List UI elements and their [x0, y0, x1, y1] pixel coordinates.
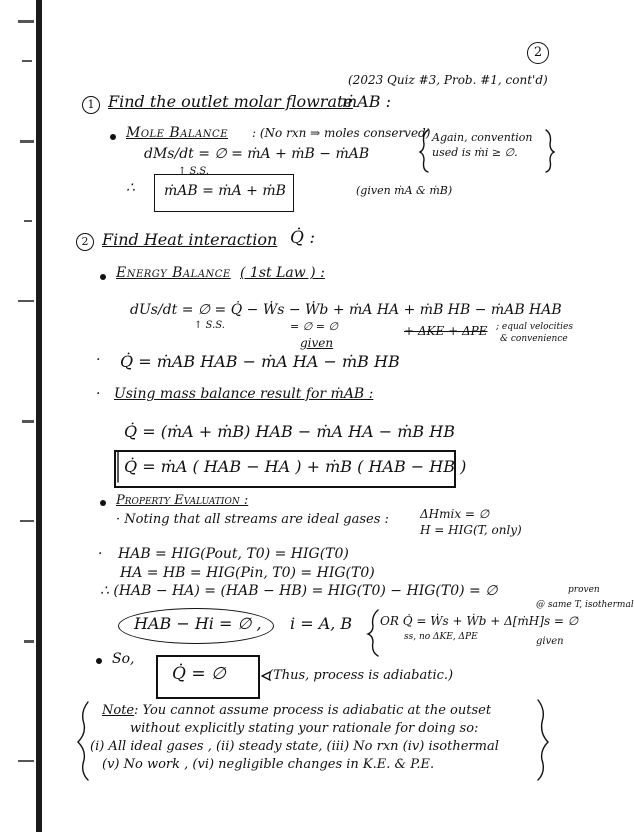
ss-no-ke-note: ss, no ΔKE, ΔPE: [404, 632, 478, 642]
first-law-label: ( 1st Law ) :: [240, 265, 325, 281]
adiabatic-note: (Thus, process is adiabatic.): [268, 668, 454, 683]
part1-title: Find the outlet molar flowrate: [108, 92, 353, 111]
steady-state-label-2: ↑ S.S.: [194, 320, 225, 331]
given-label: given: [300, 336, 334, 350]
ellipse-equation: HAB − Hi = ∅ ,: [134, 614, 262, 633]
part1-variable: ṁAB :: [342, 92, 391, 111]
heat-equation-2: Q̇ = (ṁA + ṁB) HAB − ṁA HA − ṁB HB: [124, 422, 455, 441]
proven-note: proven: [568, 585, 600, 595]
therefore-symbol: ∴: [126, 180, 135, 196]
ha-hb-equation: HA = HB = HIG(Pin, T0) = HIG(T0): [120, 565, 375, 581]
zero-work-terms: = ∅ = ∅: [290, 320, 339, 333]
heat-equation: Q̇ = ṁAB HAB − ṁA HA − ṁB HB: [120, 352, 400, 371]
alternate-equation: OR Q̇ = Ẇs + Ẇb + Δ[ṁH]s = ∅: [380, 614, 579, 628]
bullet-dot: ·: [98, 546, 103, 562]
part1-number: 1: [82, 96, 100, 114]
mole-balance-note: : (No rxn ⇒ moles conserved): [252, 126, 431, 140]
convention-note-2: used is ṁi ≥ ∅.: [432, 146, 518, 159]
given-label-2: given: [536, 636, 564, 647]
note-line-1: : You cannot assume process is adiabatic at the outset: [134, 703, 492, 718]
difference-equation: ∴ (HAB − HA) = (HAB − HB) = HIG(T0) − HIG(T0) = ∅: [100, 583, 498, 599]
bullet-dot: ·: [96, 386, 101, 402]
header-reference: (2023 Quiz #3, Prob. #1, cont'd): [348, 73, 548, 87]
note-label: Note: [102, 703, 135, 718]
species-index: i = A, B: [290, 614, 353, 633]
mole-result-equation: ṁAB = ṁA + ṁB: [164, 183, 286, 199]
energy-balance-equation: dUs/dt = ∅ = Q̇ − Ẇs − Ẇb + ṁA HA + ṁB HB − ṁAB HAB: [130, 302, 562, 318]
part2-number: 2: [76, 233, 94, 251]
mole-balance-title: Mole Balance: [126, 125, 228, 141]
convention-note-1: Again, convention: [432, 131, 533, 144]
convenience-note: & convenience: [500, 334, 568, 344]
note-line-4: (v) No work , (vi) negligible changes in K.E. & P.E.: [102, 757, 435, 772]
part2-variable: Q̇ :: [290, 228, 316, 248]
isothermal-note: @ same T, isothermal: [536, 600, 634, 610]
part2-title: Find Heat interaction: [102, 230, 278, 249]
heat-result-equation: Q̇ = ṁA ( HAB − HA ) + ṁB ( HAB − HB ): [124, 457, 467, 476]
ideal-gas-enthalpy: H = HIG(T, only): [420, 523, 522, 537]
note-line-2: without explicitly stating your rationale for doing so:: [130, 721, 479, 736]
energy-balance-title: Energy Balance: [116, 265, 231, 281]
steady-state-label: ↑ S.S.: [178, 166, 209, 177]
hab-equation: HAB = HIG(Pout, T0) = HIG(T0): [118, 546, 349, 562]
property-evaluation-title: Property Evaluation :: [116, 493, 249, 508]
using-mass-balance: Using mass balance result for ṁAB :: [114, 386, 374, 402]
given-flowrates-note: (given ṁA & ṁB): [356, 184, 453, 197]
bullet-dot: ·: [96, 352, 101, 368]
page-number: 2: [527, 42, 549, 64]
so-label: So,: [112, 651, 135, 667]
mixing-enthalpy: ΔHmix = ∅: [420, 507, 490, 521]
note-line-3: (i) All ideal gases , (ii) steady state, (iii) No rxn (iv) isothermal: [90, 739, 499, 754]
ke-pe-terms: + ΔKE + ΔPE: [404, 324, 488, 338]
mole-balance-equation: dMs/dt = ∅ = ṁA + ṁB − ṁAB: [144, 146, 370, 162]
ideal-gas-note: · Noting that all streams are ideal gases :: [116, 512, 389, 527]
final-heat-equation: Q̇ = ∅: [172, 664, 226, 684]
equal-velocities-note: ; equal velocities: [496, 322, 573, 332]
